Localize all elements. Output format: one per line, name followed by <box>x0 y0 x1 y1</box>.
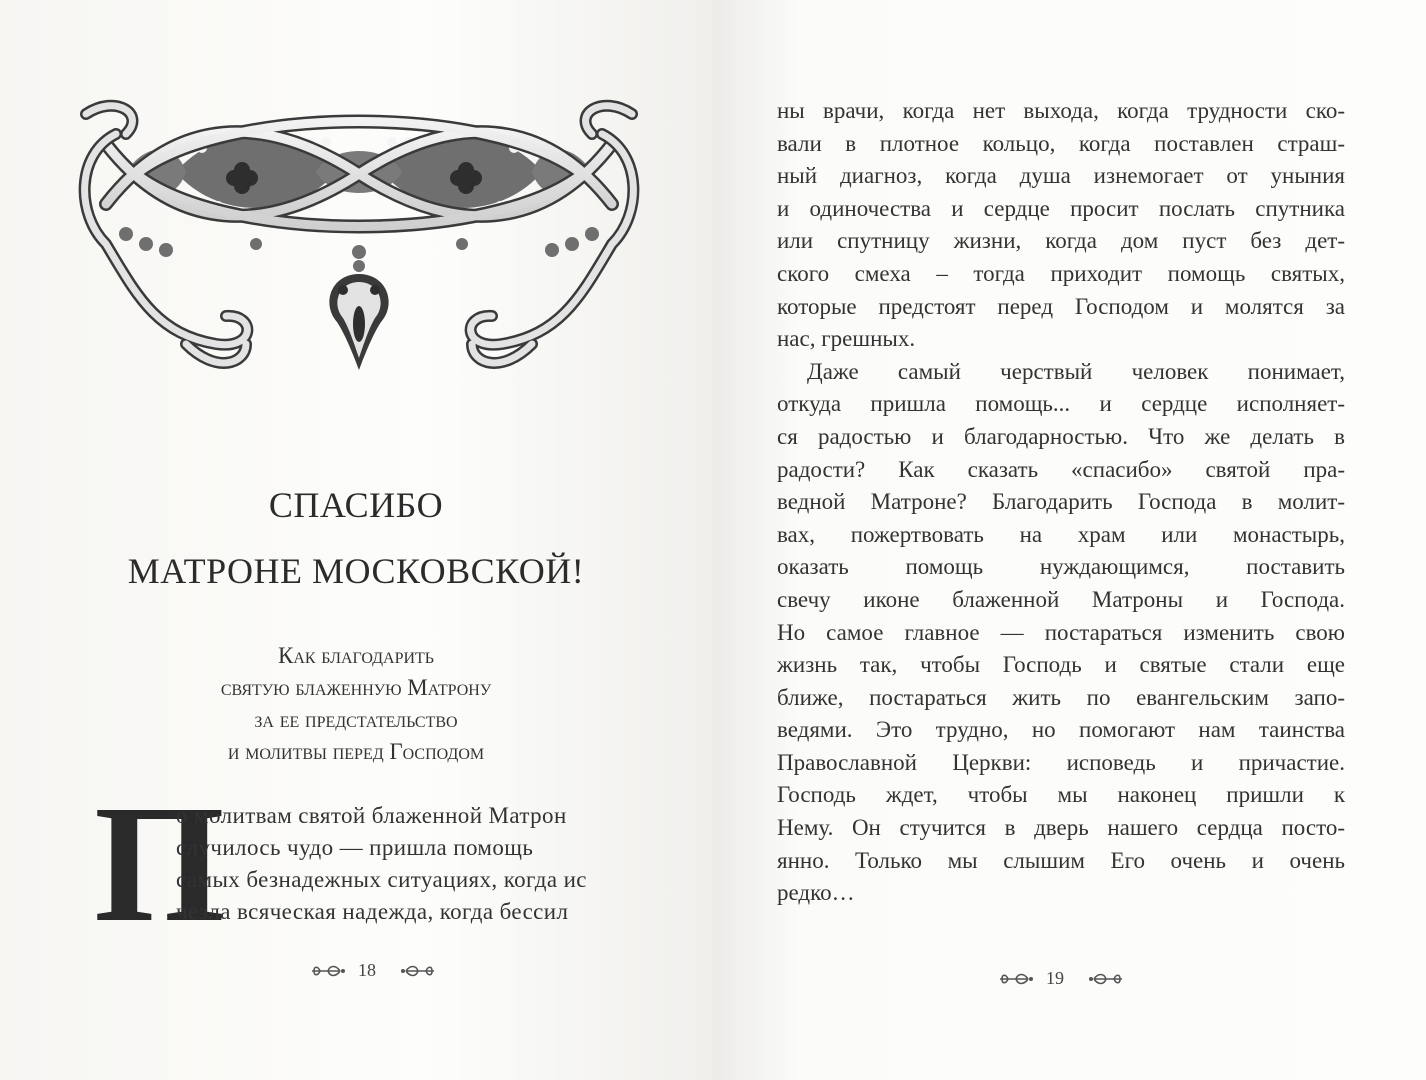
body-line: ближе, постараться жить по евангельским запо- <box>777 684 1345 710</box>
body-line: вах, пожертвовать на храм или монастырь, <box>777 521 1345 547</box>
right-body-text <box>777 95 1345 910</box>
body-line: которые предстоят перед Господом и молятся за <box>777 293 1345 319</box>
body-line: ный диагноз, когда душа изнемогает от уныния <box>777 163 1345 189</box>
body-line: Православной Церкви: исповедь и причастие. <box>777 749 1345 775</box>
body-line: ского смеха – тогда приходит помощь святых, <box>777 260 1345 286</box>
folio-flourish-left-icon <box>310 962 346 980</box>
body-line: откуда пришла помощь... и сердце исполняет- <box>777 391 1345 417</box>
body-line: чезла всяческая надежда, когда бессил <box>176 899 569 924</box>
body-line: ведной Матроне? Благодарить Господа в молит- <box>777 489 1345 515</box>
body-line: Нему. Он стучится в дверь нашего сердца посто- <box>777 815 1345 841</box>
subtitle-line-3: за ее предстательство <box>254 707 458 732</box>
page-number-right: 19 <box>1046 968 1064 988</box>
body-line: радости? Как сказать «спасибо» святой пра- <box>777 456 1345 482</box>
body-line: о молитвам святой блаженной Матрон <box>176 803 567 828</box>
body-line: ны врачи, когда нет выхода, когда трудности ско- <box>777 98 1345 123</box>
body-line: янно. Только мы слышим Его очень и очень <box>777 847 1345 873</box>
folio-flourish-left-icon <box>998 970 1034 988</box>
subtitle-line-1: Как благодарить <box>277 643 434 668</box>
body-line: Господь ждет, чтобы мы наконец пришли к <box>777 782 1345 808</box>
body-line: вали в плотное кольцо, когда поставлен страш- <box>777 130 1345 156</box>
body-line: или спутницу жизни, когда дом пуст без дет- <box>777 228 1345 254</box>
chapter-title-line-2: МАТРОНЕ МОСКОВСКОЙ! <box>127 551 585 591</box>
body-line: ведями. Это трудно, но помогают нам таинства <box>777 717 1345 743</box>
folio-flourish-right-icon <box>400 962 436 980</box>
body-line: ся радостью и благодарностью. Что же делать в <box>777 423 1345 449</box>
body-line: Но самое главное — постараться изменить свою <box>777 619 1345 645</box>
body-line: нас, грешных. <box>777 326 916 352</box>
body-line: жизнь так, чтобы Господь и святые стали еще <box>777 652 1345 678</box>
body-line: редко… <box>777 880 855 906</box>
body-line: самых безнадежных ситуациях, когда ис <box>176 867 587 892</box>
body-line: Даже самый черствый человек понимает, <box>807 358 1345 384</box>
left-page <box>0 0 712 1080</box>
subtitle-line-4: и молитвы перед Господом <box>227 739 485 764</box>
drop-cap: П <box>94 771 225 957</box>
celtic-knot-ornament-icon <box>66 94 652 384</box>
body-line: оказать помощь нуждающимся, поставить <box>777 554 1345 580</box>
chapter-title-line-1: СПАСИБО <box>268 485 444 525</box>
subtitle-line-2: святую блаженную Матрону <box>220 675 492 700</box>
body-line: случилось чудо — пришла помощь <box>176 835 534 860</box>
left-body-text <box>176 800 652 928</box>
body-line: свечу иконе блаженной Матроны и Господа. <box>777 586 1345 612</box>
body-line: и одиночества и сердце просит послать спутника <box>777 195 1345 221</box>
folio-flourish-right-icon <box>1088 970 1124 988</box>
page-number-left: 18 <box>358 960 376 980</box>
